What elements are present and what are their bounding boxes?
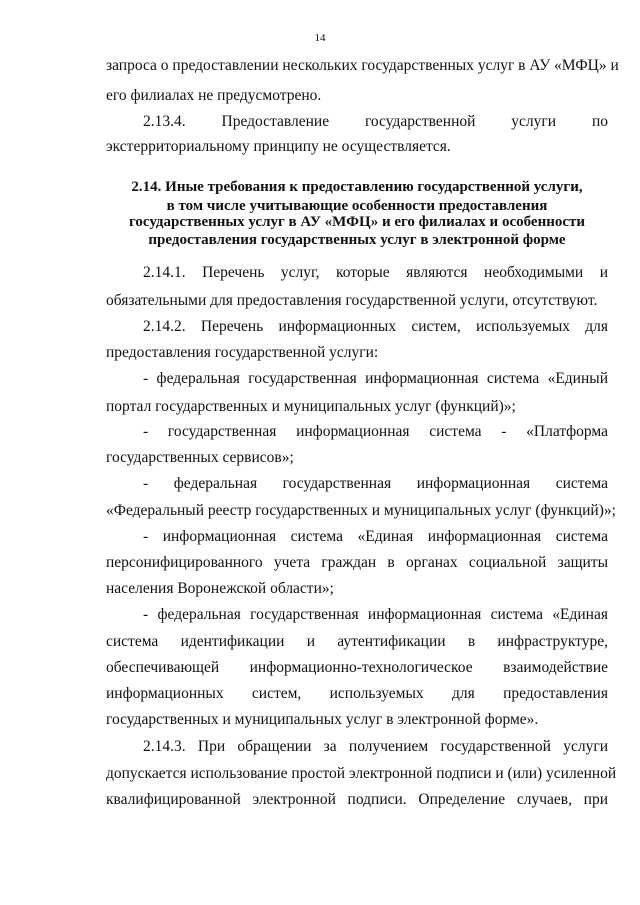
- text-line: - государственная информационная система - «Платформа: [143, 423, 608, 440]
- text-line: квалифицированной электронной подписи. Определение случаев, при: [106, 791, 608, 808]
- text-line: экстерриториальному принципу не осуществляется.: [106, 138, 451, 155]
- text-line: населения Воронежской области»;: [106, 580, 334, 597]
- text-line: 2.14.3. При обращении за получением государственной услуги: [143, 738, 608, 755]
- text-line: - информационная система «Единая информационная система: [143, 528, 608, 545]
- section-heading-line: государственных услуг в АУ «МФЦ» и его филиалах и особенности: [128, 214, 586, 230]
- text-line: запроса о предоставлении нескольких государственных услуг в АУ «МФЦ» и: [106, 57, 619, 74]
- text-line: его филиалах не предусмотрено.: [106, 87, 322, 104]
- text-line: государственных и муниципальных услуг в электронной форме».: [106, 711, 539, 728]
- text-line: 2.13.4. Предоставление государственной услуги по: [143, 113, 608, 130]
- text-line: 2.14.1. Перечень услуг, которые являются необходимыми и: [143, 264, 608, 281]
- section-heading-line: предоставления государственных услуг в электронной форме: [148, 232, 566, 248]
- text-line: обеспечивающей информационно-технологическое взаимодействие: [106, 659, 608, 676]
- text-line: предоставления государственной услуги:: [106, 344, 379, 361]
- section-heading-line: в том числе учитывающие особенности предоставления: [166, 198, 548, 214]
- text-line: система идентификации и аутентификации в инфраструктуре,: [106, 633, 608, 650]
- text-line: «Федеральный реестр государственных и муниципальных услуг (функций)»;: [106, 502, 616, 519]
- text-line: обязательными для предоставления государственной услуги, отсутствуют.: [106, 292, 598, 309]
- text-line: - федеральная государственная информационная система: [143, 475, 608, 492]
- text-line: персонифицированного учета граждан в органах социальной защиты: [106, 554, 608, 571]
- text-line: информационных систем, используемых для предоставления: [106, 685, 608, 702]
- section-heading-line: 2.14. Иные требования к предоставлению государственной услуги,: [131, 179, 583, 195]
- page-number: 14: [314, 32, 326, 44]
- text-line: допускается использование простой электронной подписи и (или) усиленной: [106, 765, 617, 782]
- text-line: 2.14.2. Перечень информационных систем, используемых для: [143, 318, 608, 335]
- text-line: портал государственных и муниципальных услуг (функций)»;: [106, 398, 516, 415]
- text-line: государственных сервисов»;: [106, 449, 294, 466]
- text-line: - федеральная государственная информационная система «Единая: [143, 606, 608, 623]
- text-line: - федеральная государственная информационная система «Единый: [143, 370, 608, 387]
